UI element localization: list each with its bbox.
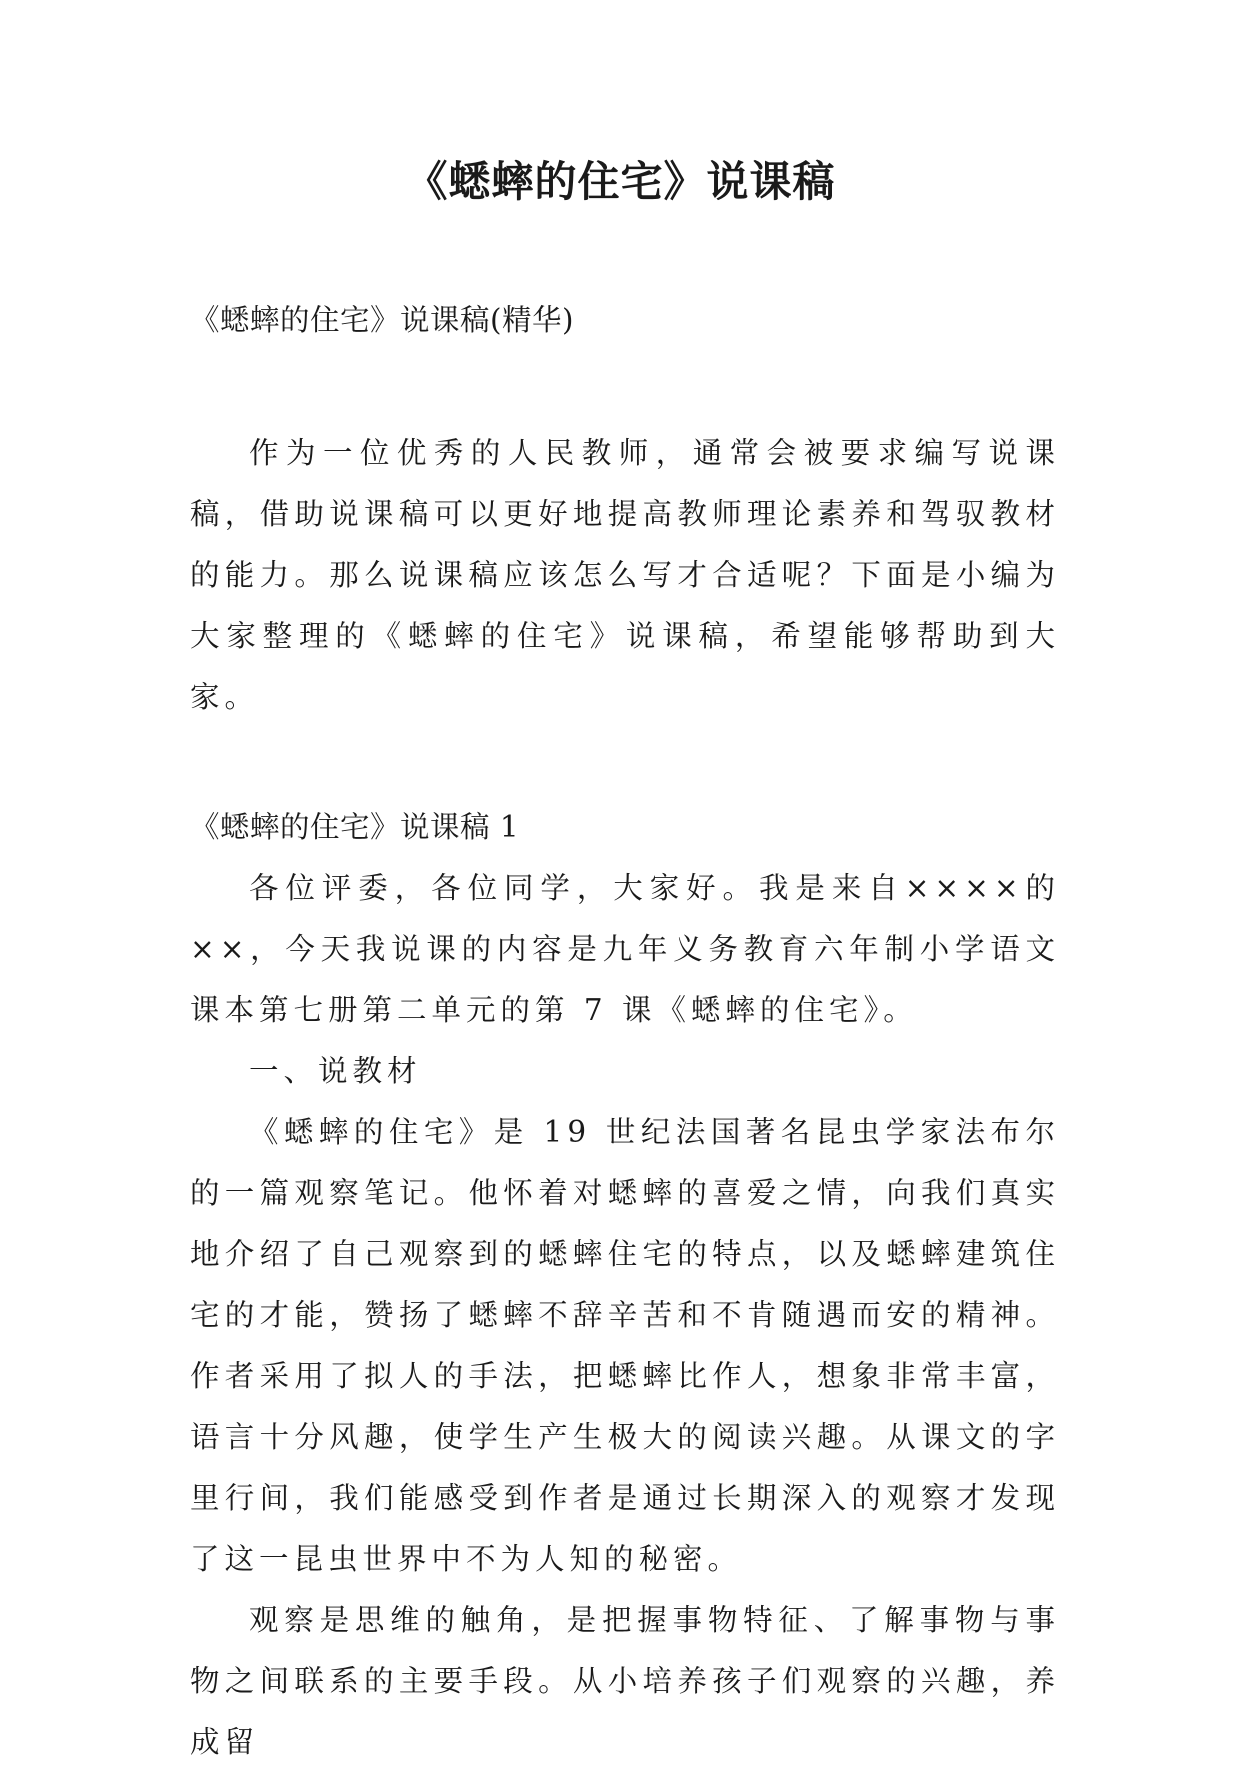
part-heading: 一、说教材 [249, 1054, 422, 1088]
intro-paragraph: 作为一位优秀的人民教师，通常会被要求编写说课稿，借助说课稿可以更好地提高教师理论素养和驾驭教材的能力。那么说课稿应该怎么写才合适呢？下面是小编为大家整理的《蟋蟀的住宅》说课稿，希望能够帮助到大家。 [190, 436, 1060, 714]
spacer [190, 728, 1060, 797]
document-subtitle: 《蟋蟀的住宅》说课稿(精华) [190, 303, 575, 337]
greeting-paragraph: 各位评委，各位同学，大家好。我是来自××××的××，今天我说课的内容是九年义务教育六年制小学语文课本第七册第二单元的第 7 课《蟋蟀的住宅》。 [190, 871, 1060, 1027]
document-title: 《蟋蟀的住宅》说课稿 [405, 157, 836, 206]
body-paragraph: 《蟋蟀的住宅》是 19 世纪法国著名昆虫学家法布尔的一篇观察笔记。他怀着对蟋蟀的喜爱之情，向我们真实地介绍了自己观察到的蟋蟀住宅的特点，以及蟋蟀建筑住宅的才能，赞扬了蟋蟀不辞辛苦和不肯随遇而安的精神。作者采用了拟人的手法，把蟋蟀比作人，想象非常丰富，语言十分风趣，使学生产生极大的阅读兴趣。从课文的字里行间，我们能感受到作者是通过长期深入的观察才发现了这一昆虫世界中不为人知的秘密。 [190, 1115, 1060, 1576]
document-body [190, 290, 1060, 1773]
section-heading: 《蟋蟀的住宅》说课稿 1 [190, 810, 520, 844]
body-paragraph: 观察是思维的触角，是把握事物特征、了解事物与事物之间联系的主要手段。从小培养孩子们观察的兴趣，养成留 [190, 1603, 1060, 1759]
spacer [190, 351, 1060, 423]
